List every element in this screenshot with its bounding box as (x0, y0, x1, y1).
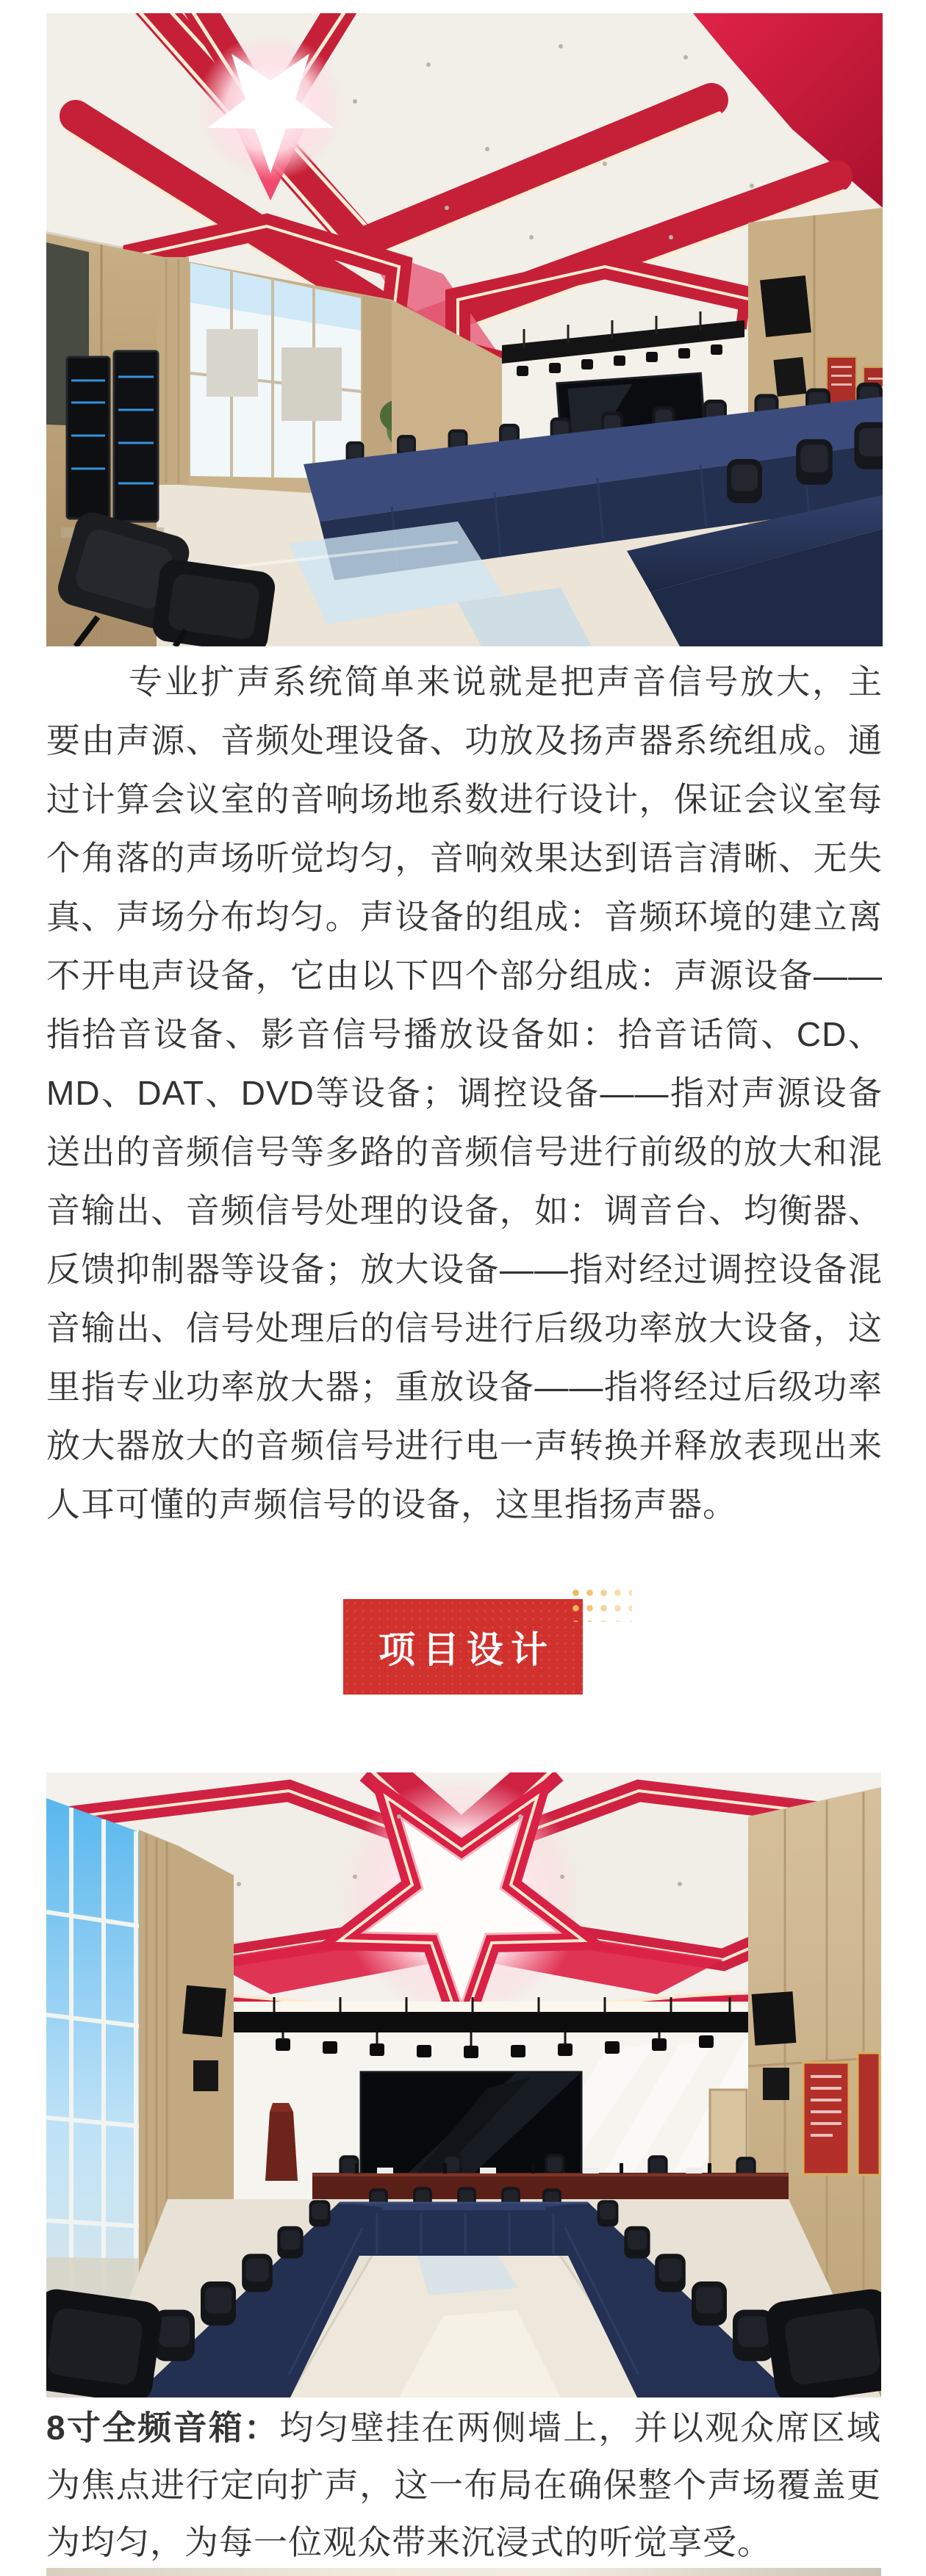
conference-room-photo-1 (46, 13, 883, 646)
section-title-project-design (343, 1599, 583, 1695)
caption-speaker-description (46, 2399, 881, 2571)
decorative-gold-dots (567, 1584, 632, 1622)
caption-text: 均匀壁挂在两侧墙上，并以观众席区域为焦点进行定向扩声，这一布局在确保整个声场覆盖更为均匀，为每一位观众带来沉浸式的听觉享受。 (46, 2409, 881, 2561)
photo-1-illustration (46, 13, 883, 646)
conference-room-photo-2 (46, 1772, 881, 2398)
caption-label: 8寸全频音箱： (46, 2409, 280, 2447)
next-photo-top-edge (46, 2568, 881, 2576)
paragraph-sound-system: 专业扩声系统简单来说就是把声音信号放大，主要由声源、音频处理设备、功放及扬声器系统组成。通过计算会议室的音响场地系数进行设计，保证会议室每个角落的声场听觉均匀，音响效果达到语言清晰、无失真、声场分布均匀。声设备的组成：音频环境的建立离不开电声设备，它由以下四个部分组成：声源设备——指拾音设备、影音信号播放设备如：拾音话筒、CD、MD、DAT、DVD等设备；调控设备——指对声源设备送出的音频信号等多路的音频信号进行前级的放大和混音输出、音频信号处理的设备，如：调音台、均衡器、反馈抑制器等设备；放大设备——指对经过调控设备混音输出、信号处理后的信号进行后级功率放大设备，这里指专业功率放大器；重放设备——指将经过后级功率放大器放大的音频信号进行电一声转换并释放表现出来人耳可懂的声频信号的设备，这里指扬声器。 (46, 663, 883, 1523)
photo-2-illustration (46, 1772, 881, 2398)
section-title-label: 项目设计 (378, 1629, 555, 1670)
